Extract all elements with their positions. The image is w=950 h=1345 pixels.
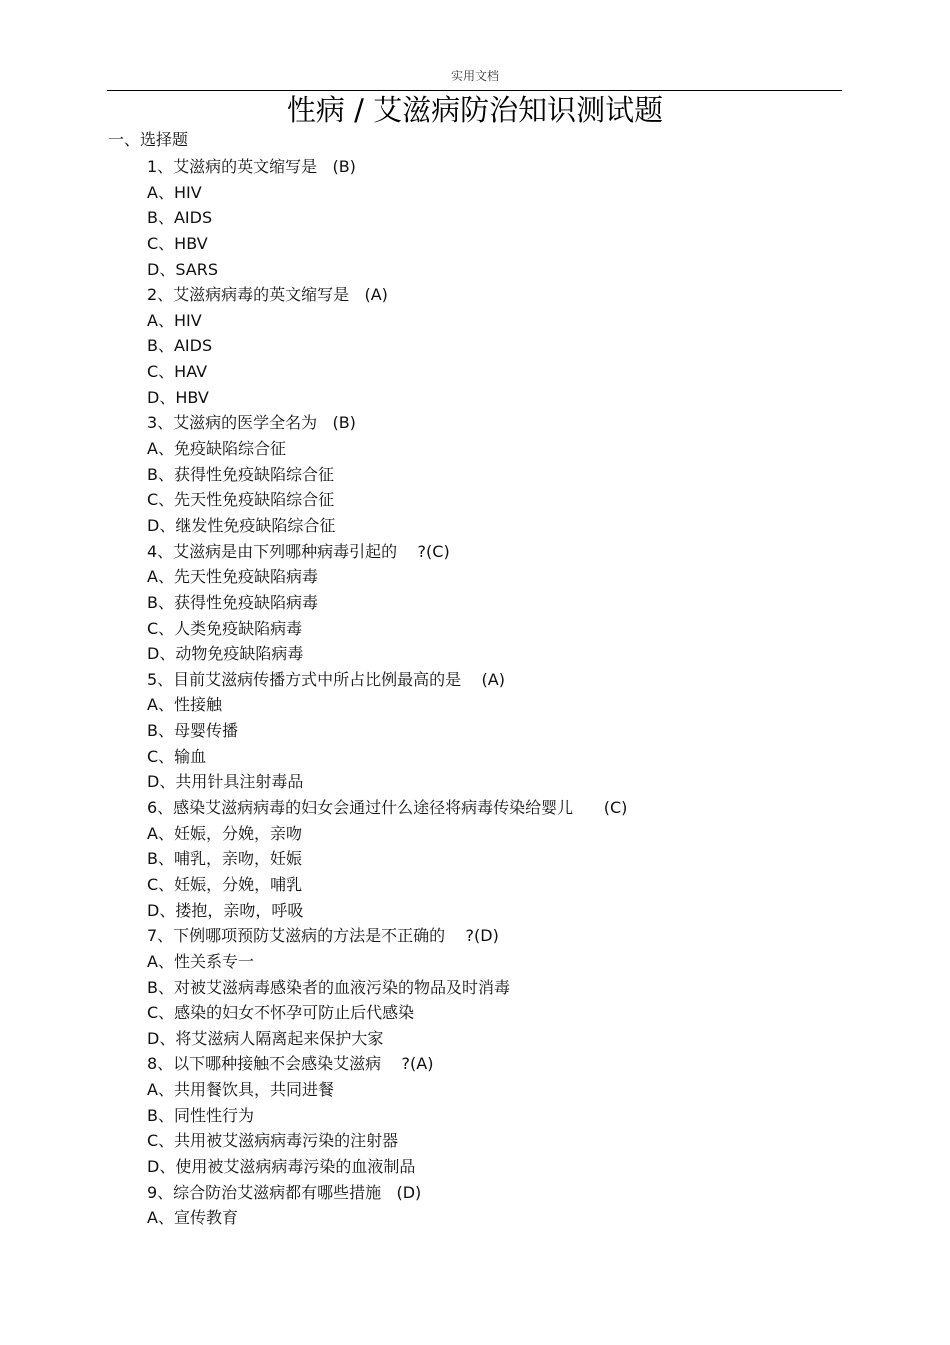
question-text: 7、下例哪项预防艾滋病的方法是不正确的: [147, 926, 446, 946]
question-8: [147, 1051, 627, 1077]
option-5-d: D、共用针具注射毒品: [147, 772, 304, 792]
option-8-b: B、同性性行为: [147, 1105, 254, 1125]
question-9: [147, 1180, 627, 1206]
option-6-d: D、搂抱，亲吻，呼吸: [147, 900, 304, 920]
question-4: [147, 539, 627, 565]
option-5-a: A、性接触: [147, 695, 222, 715]
question-answer: ?(A): [401, 1054, 434, 1074]
option-2-c: C、HAV: [147, 362, 208, 382]
option-3-d: D、继发性免疫缺陷综合征: [147, 515, 336, 535]
option-4-a: A、先天性免疫缺陷病毒: [147, 567, 318, 587]
option-6-b: B、哺乳，亲吻，妊娠: [147, 849, 302, 869]
option-2-b: B、AIDS: [147, 336, 213, 356]
question-7: [147, 923, 627, 949]
option-8-a: A、共用餐饮具，共同进餐: [147, 1080, 334, 1100]
question-3: [147, 410, 627, 436]
option-4-b: B、获得性免疫缺陷病毒: [147, 592, 318, 612]
option-7-b: B、对被艾滋病毒感染者的血液污染的物品及时消毒: [147, 977, 510, 997]
option-3-b: B、获得性免疫缺陷综合征: [147, 464, 334, 484]
option-7-d: D、将艾滋病人隔离起来保护大家: [147, 1028, 384, 1048]
option-6-c: C、妊娠，分娩，哺乳: [147, 874, 303, 894]
option-7-a: A、性关系专一: [147, 951, 254, 971]
question-gap: [317, 157, 332, 176]
question-answer: (D): [396, 1182, 422, 1202]
option-2-d: D、HBV: [147, 387, 209, 407]
question-text: 9、综合防治艾滋病都有哪些措施: [147, 1182, 382, 1202]
option-9-a: A、宣传教育: [147, 1208, 238, 1228]
option-3-a: A、免疫缺陷综合征: [147, 439, 286, 459]
option-8-c: C、共用被艾滋病病毒污染的注射器: [147, 1131, 399, 1151]
question-6: [147, 795, 627, 821]
question-answer: (B): [332, 413, 356, 433]
option-6-a: A、妊娠，分娩，亲吻: [147, 823, 302, 843]
option-7-c: C、感染的妇女不怀孕可防止后代感染: [147, 1003, 415, 1023]
question-answer: (A): [481, 669, 505, 689]
option-2-a: A、HIV: [147, 310, 202, 330]
question-text: 5、目前艾滋病传播方式中所占比例最高的是: [147, 669, 462, 689]
question-text: 8、以下哪种接触不会感染艾滋病: [147, 1054, 382, 1074]
option-4-c: C、人类免疫缺陷病毒: [147, 618, 303, 638]
question-gap: [445, 926, 465, 945]
question-gap: [573, 798, 604, 817]
question-list: [147, 154, 627, 1231]
section-heading: 一、选择题: [108, 130, 189, 149]
option-1-a: A、HIV: [147, 182, 202, 202]
question-gap: [381, 1054, 401, 1073]
question-text: 4、艾滋病是由下列哪种病毒引起的: [147, 541, 398, 561]
question-answer: ?(D): [465, 926, 499, 946]
question-gap: [461, 670, 481, 689]
question-answer: (A): [364, 285, 388, 305]
option-8-d: D、使用被艾滋病病毒污染的血液制品: [147, 1156, 416, 1176]
question-1: [147, 154, 627, 180]
question-gap: [349, 285, 364, 304]
question-answer: (B): [332, 157, 356, 176]
option-5-b: B、母婴传播: [147, 721, 238, 741]
question-text: 1、艾滋病的英文缩写是: [147, 157, 318, 176]
question-text: 3、艾滋病的医学全名为: [147, 413, 318, 433]
option-1-d: D、SARS: [147, 259, 218, 279]
option-3-c: C、先天性免疫缺陷综合征: [147, 490, 335, 510]
option-1-b: B、AIDS: [147, 208, 213, 228]
question-2: [147, 282, 627, 308]
option-5-c: C、输血: [147, 746, 207, 766]
question-answer: (C): [603, 798, 628, 818]
question-5: [147, 667, 627, 693]
question-gap: [381, 1183, 396, 1202]
option-1-c: C、HBV: [147, 233, 208, 253]
question-gap: [317, 413, 332, 432]
page-header-label: 实用文档: [450, 69, 499, 83]
question-text: 6、感染艾滋病病毒的妇女会通过什么途径将病毒传染给婴儿: [147, 798, 574, 818]
page-title: 性病 / 艾滋病防治知识测试题: [286, 93, 664, 127]
question-answer: ?(C): [417, 541, 450, 561]
question-text: 2、艾滋病病毒的英文缩写是: [147, 285, 350, 305]
question-gap: [397, 542, 417, 561]
option-4-d: D、动物免疫缺陷病毒: [147, 644, 304, 664]
